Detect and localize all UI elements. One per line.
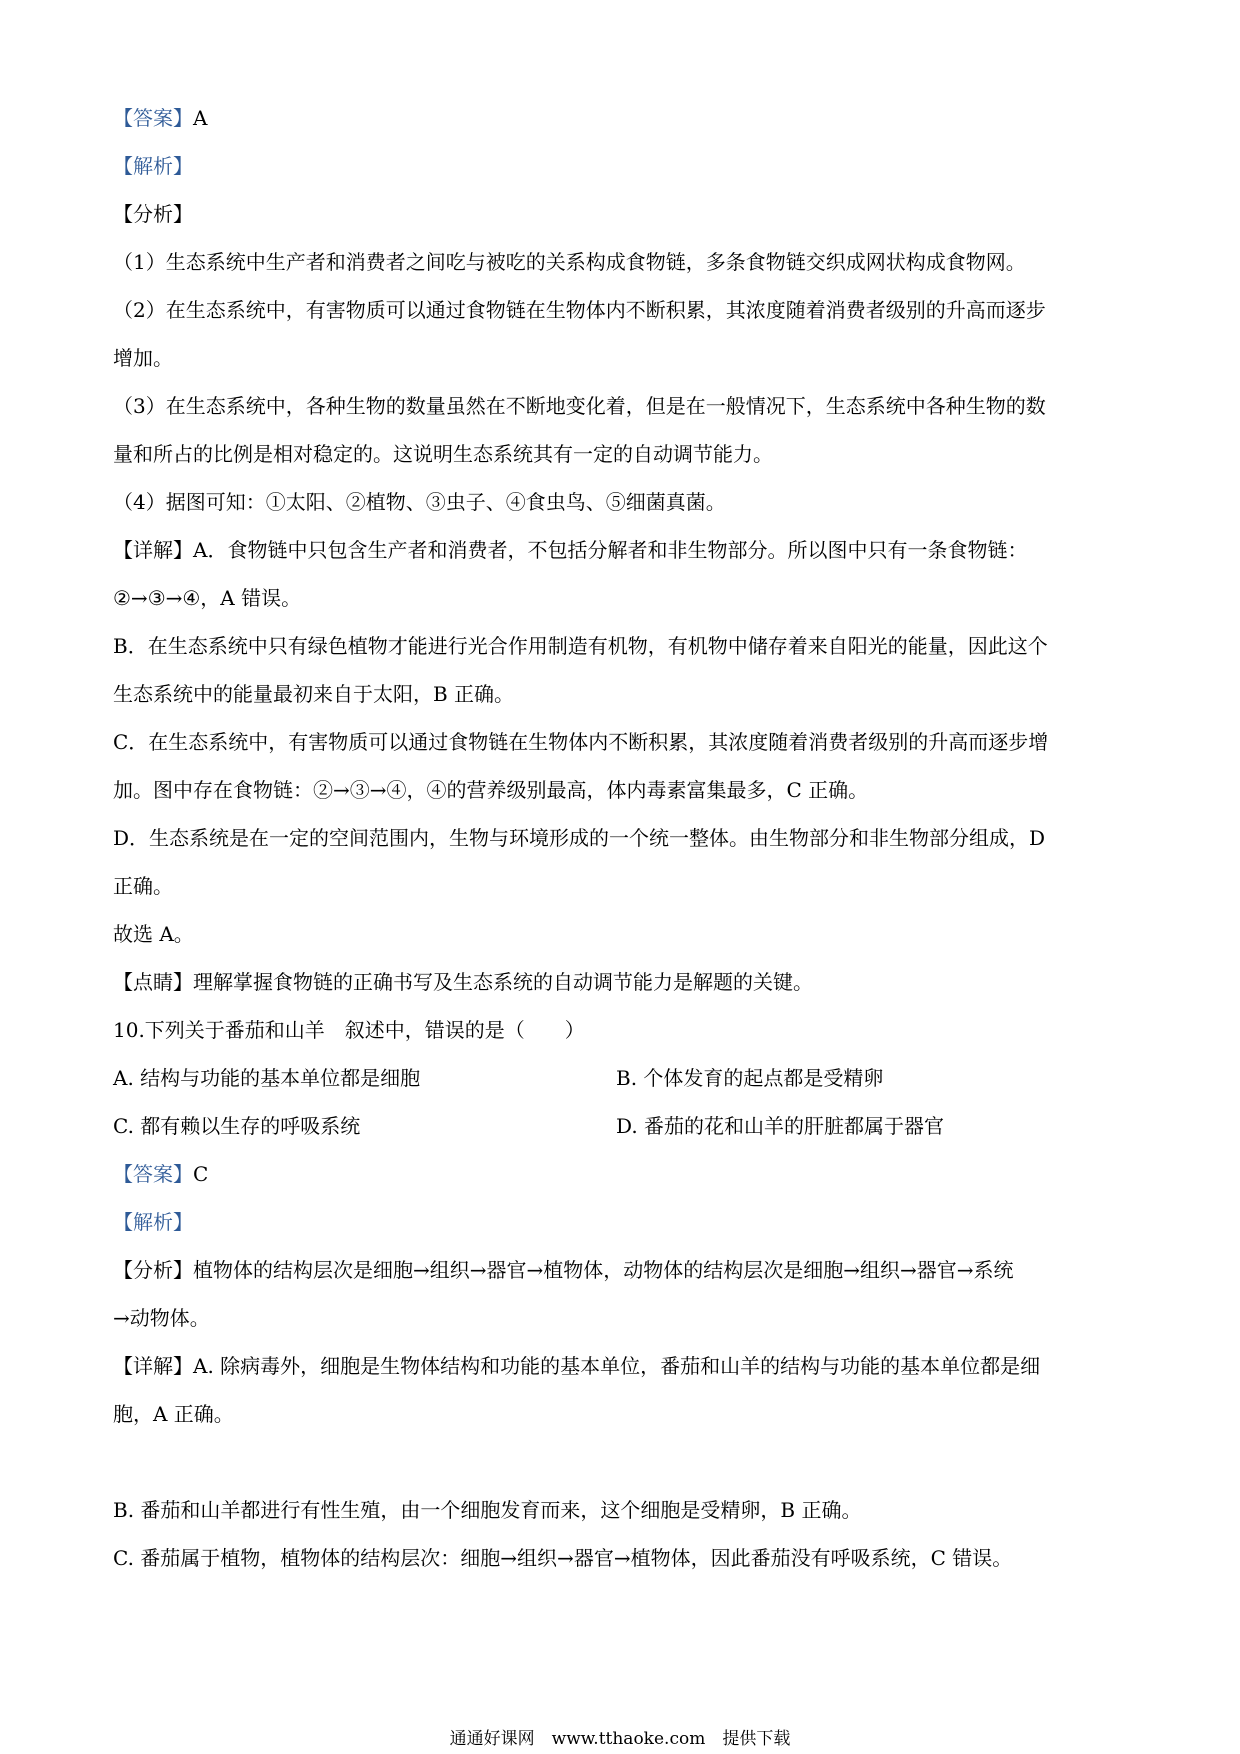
answer-tag: 【答案】 <box>113 106 193 130</box>
analysis-tag-10: 【解析】 <box>113 1210 193 1234</box>
detail-line-2: ②→③→④，A 错误。 <box>113 586 302 610</box>
paragraph-1: （1）生态系统中生产者和消费者之间吃与被吃的关系构成食物链，多条食物链交织成网状构成食物网。 <box>113 250 1026 274</box>
detail-b-line-2: 生态系统中的能量最初来自于太阳，B 正确。 <box>113 682 515 706</box>
analysis-tag: 【解析】 <box>113 154 193 178</box>
answer-value-10: C <box>193 1162 209 1186</box>
detail-d-line-1: D．生态系统是在一定的空间范围内，生物与环境形成的一个统一整体。由生物部分和非生物部分组成，D <box>113 826 1046 850</box>
detail-line-1: 【详解】A．食物链中只包含生产者和消费者，不包括分解者和非生物部分。所以图中只有一条食物链： <box>113 538 1028 562</box>
paragraph-2-line-1: （2）在生态系统中，有害物质可以通过食物链在生物体内不断积累，其浓度随着消费者级别的升高而逐步 <box>113 298 1046 322</box>
option-b: B. 个体发育的起点都是受精卵 <box>616 1066 884 1090</box>
answer-tag-10: 【答案】 <box>113 1162 193 1186</box>
paragraph-3-line-1: （3）在生态系统中，各种生物的数量虽然在不断地变化着，但是在一般情况下，生态系统中各种生物的数 <box>113 394 1046 418</box>
question-10-stem: 10.下列关于番茄和山羊 叙述中，错误的是（ ） <box>113 1018 585 1042</box>
paragraph-4: （4）据图可知：①太阳、②植物、③虫子、④食虫鸟、⑤细菌真菌。 <box>113 490 726 514</box>
fenxi-line-2-10: →动物体。 <box>113 1306 210 1330</box>
option-a: A. 结构与功能的基本单位都是细胞 <box>113 1066 421 1090</box>
detail-b-line-1: B．在生态系统中只有绿色植物才能进行光合作用制造有机物，有机物中储存着来自阳光的能量，因此这个 <box>113 634 1048 658</box>
answer-line-10 <box>113 1160 1133 1188</box>
paragraph-2-line-2: 增加。 <box>113 346 173 370</box>
detail-c-line-1: C．在生态系统中，有害物质可以通过食物链在生物体内不断积累，其浓度随着消费者级别的升高而逐步增 <box>113 730 1049 754</box>
choose-line: 故选 A。 <box>113 922 194 946</box>
detail-c-line-2: 加。图中存在食物链：②→③→④，④的营养级别最高，体内毒素富集最多，C 正确。 <box>113 778 869 802</box>
detail-b-line-10: B. 番茄和山羊都进行有性生殖，由一个细胞发育而来，这个细胞是受精卵，B 正确。 <box>113 1498 862 1522</box>
paragraph-3-line-2: 量和所占的比例是相对稳定的。这说明生态系统其有一定的自动调节能力。 <box>113 442 773 466</box>
answer-line <box>113 104 1133 132</box>
detail-line-1-10: 【详解】A. 除病毒外，细胞是生物体结构和功能的基本单位，番茄和山羊的结构与功能的基本单位都是细 <box>113 1354 1041 1378</box>
detail-c-line-10: C. 番茄属于植物，植物体的结构层次：细胞→组织→器官→植物体，因此番茄没有呼吸系统，C 错误。 <box>113 1546 1013 1570</box>
detail-line-2-10: 胞，A 正确。 <box>113 1402 234 1426</box>
point-line: 【点睛】理解掌握食物链的正确书写及生态系统的自动调节能力是解题的关键。 <box>113 970 813 994</box>
answer-value: A <box>193 106 208 130</box>
page-footer: 通通好课网 www.tthaoke.com 提供下载 <box>449 1729 791 1749</box>
fenxi-line-1-10: 【分析】植物体的结构层次是细胞→组织→器官→植物体，动物体的结构层次是细胞→组织→器官→系统 <box>113 1258 1014 1282</box>
option-d: D. 番茄的花和山羊的肝脏都属于器官 <box>616 1114 945 1138</box>
option-c: C. 都有赖以生存的呼吸系统 <box>113 1114 361 1138</box>
fenxi-heading: 【分析】 <box>113 202 193 226</box>
detail-d-line-2: 正确。 <box>113 874 173 898</box>
